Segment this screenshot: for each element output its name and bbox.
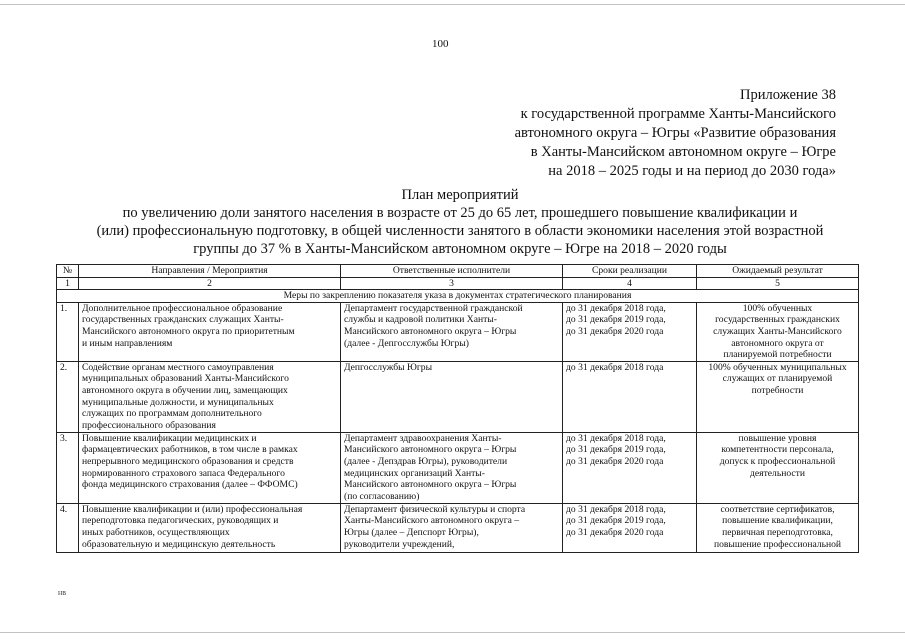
cell-line: государственных гражданских служащих Ханты- [82,314,284,326]
row-result [697,503,859,552]
cell-line: автономного округа в обучении лиц, замещающих [82,384,288,396]
cell-line: (далее - Депгосслужбы Югры) [344,337,469,349]
row-result [697,432,859,503]
cell-line: Департамент государственной гражданской [344,302,523,314]
row-number: 2. [57,361,79,432]
row-result [697,361,859,432]
cell-line: повышение профессиональной [713,538,842,550]
scan-edge-bottom [0,632,905,633]
cell-line: 100% обученных муниципальных [708,361,847,373]
section-title: Меры по закреплению показателя указа в документах стратегического планирования [57,290,859,303]
cell-line: служащих по программам дополнительного [82,408,262,420]
cell-line: нормированного страхового запаса Федерального [82,467,285,479]
table-row [57,503,859,552]
header-terms: Сроки реализации [563,265,697,278]
row-terms [563,302,697,361]
header-executors: Ответственные исполнители [341,265,563,278]
row-executors [341,361,563,432]
annex-header [515,86,836,181]
page-number: 100 [432,38,449,50]
plan-title-line: План мероприятий [401,187,519,203]
cell-line: медицинских организаций Ханты- [344,467,485,479]
column-number: 3 [341,277,563,290]
cell-line: деятельности [750,467,805,479]
cell-line: переподготовка педагогических, руководящих и [82,515,279,527]
annex-line: на 2018 – 2025 годы и на период до 2030 года» [548,163,836,179]
cell-line: Ханты-Мансийского автономного округа – [344,515,520,527]
header-result: Ожидаемый результат [697,265,859,278]
cell-line: иных работников, осуществляющих [82,526,230,538]
plan-title [60,186,860,258]
cell-line: потребности [751,384,804,396]
cell-line: Мансийского автономного округа – Югры [344,479,517,491]
row-number: 1. [57,302,79,361]
cell-line: до 31 декабря 2019 года, [566,515,666,527]
cell-line: Мансийского автономного округа по приоритетным [82,325,295,337]
column-number: 1 [57,277,79,290]
cell-line: Повышение квалификации и (или) профессиональная [82,503,303,515]
cell-line: повышение уровня [738,432,817,444]
annex-line: к государственной программе Ханты-Мансийского [520,106,836,122]
cell-line: до 31 декабря 2020 года [566,325,664,337]
cell-line: фармацевтических работников, в том числе в рамках [82,444,298,456]
scan-edge-top [0,4,905,5]
cell-line: служащих от планируемой [722,373,833,385]
cell-line: Югры (далее – Депспорт Югры), [344,526,479,538]
row-number: 3. [57,432,79,503]
cell-line: Повышение квалификации медицинских и [82,432,257,444]
plan-table [56,264,859,553]
column-number: 5 [697,277,859,290]
cell-line: до 31 декабря 2018 года [566,361,664,373]
row-measure [79,503,341,552]
row-executors [341,302,563,361]
cell-line: непрерывного медицинского образования и средств [82,455,294,467]
footer-mark: нв [58,588,67,597]
annex-line: автономного округа – Югры «Развитие образования [514,125,836,141]
cell-line: допуск к профессиональной [719,455,836,467]
row-terms [563,361,697,432]
row-result [697,302,859,361]
section-row [57,290,859,303]
annex-line: в Ханты-Мансийском автономном округе – Югре [530,144,836,160]
row-measure [79,361,341,432]
table-row [57,302,859,361]
cell-line: Департамент физической культуры и спорта [344,503,526,515]
cell-line: фонда медицинского страхования (далее – ФФОМС) [82,479,298,491]
cell-line: первичная переподготовка, [722,526,833,538]
cell-line: до 31 декабря 2018 года, [566,432,666,444]
column-number-row [57,277,859,290]
row-terms [563,432,697,503]
annex-line: Приложение 38 [740,87,836,103]
row-measure [79,432,341,503]
cell-line: Мансийского автономного округа – Югры [344,325,517,337]
table-header-row [57,265,859,278]
cell-line: до 31 декабря 2019 года, [566,444,666,456]
cell-line: 100% обученных [742,302,813,314]
cell-line: автономного округа от [731,337,824,349]
cell-line: руководители учреждений, [344,538,455,550]
plan-title-line: по увеличению доли занятого населения в возрасте от 25 до 65 лет, прошедшего повышение квалификации и [122,205,798,221]
cell-line: образовательную и медицинскую деятельность [82,538,276,550]
cell-line: Мансийского автономного округа – Югры [344,444,517,456]
cell-line: и иным направлениям [82,337,173,349]
cell-line: до 31 декабря 2020 года [566,526,664,538]
row-number: 4. [57,503,79,552]
row-executors [341,432,563,503]
row-measure [79,302,341,361]
cell-line: до 31 декабря 2018 года, [566,302,666,314]
cell-line: служащих Ханты-Мансийского [713,325,842,337]
cell-line: (далее - Депздрав Югры), руководители [344,455,508,467]
cell-line: (по согласованию) [344,490,420,502]
cell-line: государственных гражданских [715,314,840,326]
cell-line: службы и кадровой политики Ханты- [344,314,497,326]
column-number: 4 [563,277,697,290]
cell-line: Депгосслужбы Югры [344,361,433,373]
cell-line: до 31 декабря 2019 года, [566,314,666,326]
cell-line: соответствие сертификатов, [720,503,835,515]
cell-line: до 31 декабря 2020 года [566,455,664,467]
plan-title-line: группы до 37 % в Ханты-Мансийском автономном округе – Югре на 2018 – 2020 годы [193,241,727,257]
cell-line: Содействие органам местного самоуправления [82,361,274,373]
header-num: № [57,265,79,278]
header-measure: Направления / Мероприятия [79,265,341,278]
cell-line: компетентности персонала, [721,444,834,456]
cell-line: муниципальные должности, и муниципальных [82,396,274,408]
column-number: 2 [79,277,341,290]
cell-line: муниципальных образований Ханты-Мансийского [82,373,289,385]
cell-line: Дополнительное профессиональное образование [82,302,283,314]
cell-line: профессионального образования [82,419,216,431]
table-row [57,432,859,503]
cell-line: Департамент здравоохранения Ханты- [344,432,502,444]
table-row [57,361,859,432]
cell-line: до 31 декабря 2018 года, [566,503,666,515]
row-terms [563,503,697,552]
cell-line: планируемой потребности [723,349,832,361]
plan-title-line: (или) профессиональную подготовку, в общей численности занятого в области экономики населения этой возрастной [96,223,824,239]
row-executors [341,503,563,552]
cell-line: повышение квалификации, [722,515,833,527]
